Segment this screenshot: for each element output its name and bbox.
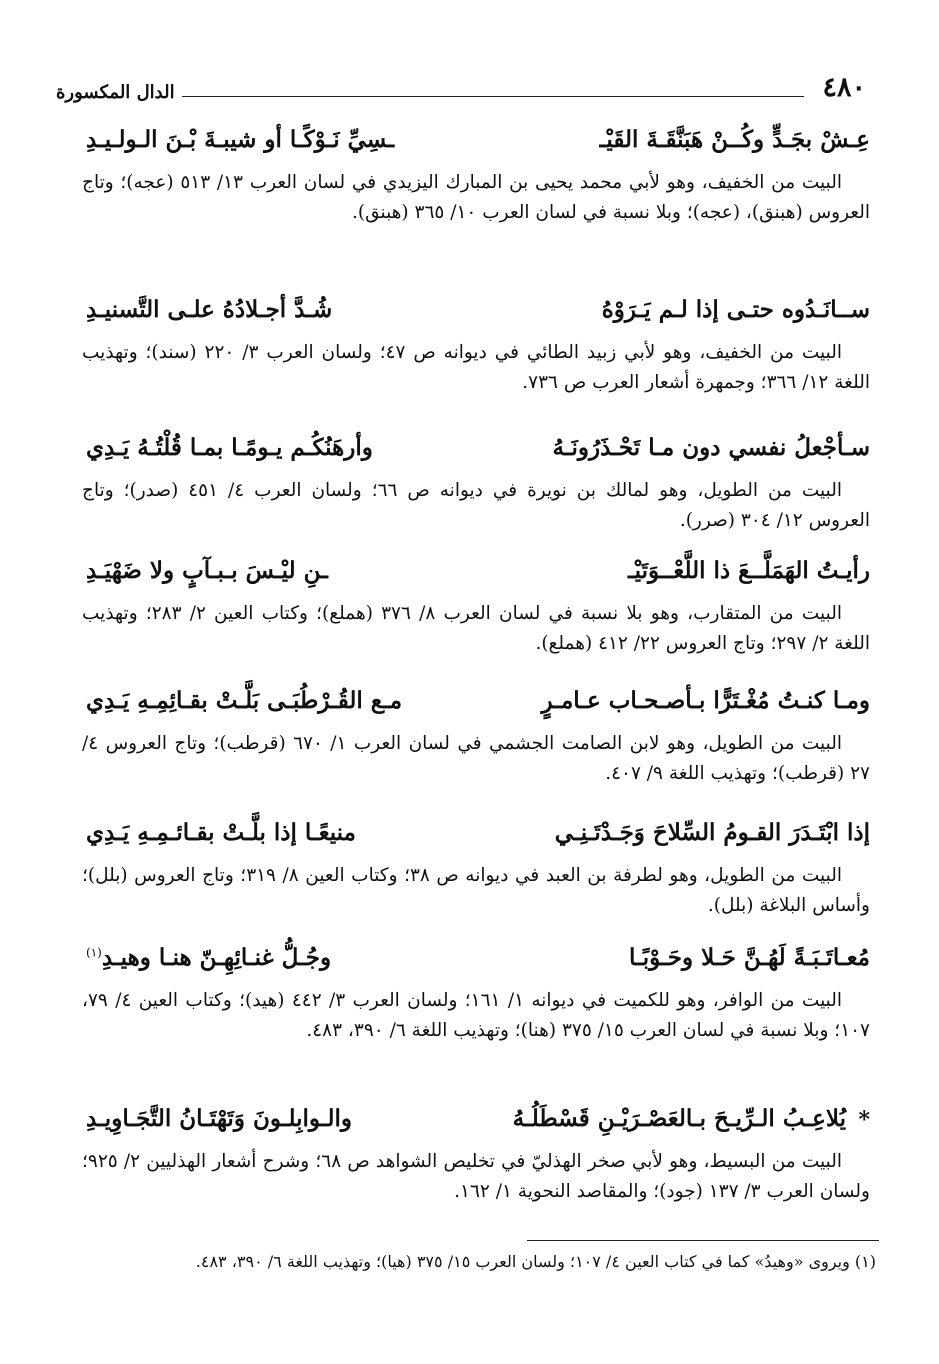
first-hemistich: ســانَـدُوه حتـى إذا لـم يَـرَوْهُ (601, 296, 870, 323)
first-hemistich: عِـشْ بجَـدٍّ وكُــنْ هَبَنَّقَـةَ القَيْـ (599, 126, 870, 153)
second-hemistich: وأرهَنُكُـم يـومًـا بمـا قُلْتُـهُ يَـدِي (86, 434, 373, 461)
verse-note: البيت من الطويل، وهو لمالك بن نويرة في ديوانه ص ٦٦؛ ولسان العرب ٤/ ٤٥١ (صدر)؛ وتاج العروس ١٢/ ٣٠٤ (صرر). (82, 480, 870, 531)
second-hemistich-text: وجُـلُّ غنـائِهِـنّ هنـا وهيـدِ (101, 944, 332, 971)
poem-entry (78, 940, 870, 1045)
verse-note: البيت من الخفيف، وهو لأبي محمد يحيى بن المبارك اليزيدي في لسان العرب ١٣/ ٥١٣ (عجه)؛ وتاج العروس (هبنق)، (عجه)؛ وبلا نسبة في لسان العرب ١٠/ ٣٦٥ (هبنق). (82, 172, 870, 223)
verse-line (78, 292, 870, 338)
first-hemistich: مُعـاتَـبَـةً لَهُـنَّ حَـلا وحَـوْبًـا (629, 944, 870, 971)
page-header (56, 72, 866, 112)
verse-line (78, 122, 870, 168)
verse-line (78, 430, 870, 476)
asterisk-icon: * (858, 1107, 870, 1133)
poem-entry (78, 553, 870, 658)
running-title: الدال المكسورة (56, 82, 175, 103)
poem-entry (78, 122, 870, 227)
verse-line (78, 1101, 870, 1147)
second-hemistich: مـع القُـرْطُبَـى بَلَّـتْ بقـائِمِـهِ يَـدِي (86, 687, 403, 714)
second-hemistich: ـسِيِّ نَـوْكًـا أو شيبـةَ بْـنَ الـولـيـدِ (86, 126, 395, 153)
verse-note: البيت من الطويل، وهو لطرفة بن العبد في ديوانه ص ٣٨؛ وكتاب العين ٨/ ٣١٩؛ وتاج العروس (بلل)؛ وأساس البلاغة (بلل). (82, 865, 870, 916)
page-number: ٤٨٠ (822, 72, 866, 103)
poem-entry (78, 683, 870, 788)
second-hemistich: والـوابِلـونَ وَتَهْتَـانُ التَّجَـاوِيـدِ (86, 1105, 352, 1132)
verse-line (78, 683, 870, 729)
second-hemistich: ـنِ ليْـسَ بـبـآبٍ ولا ضَهْيَـدِ (86, 557, 328, 584)
verse-note: البيت من الوافر، وهو للكميت في ديوانه ١/ ١٦١؛ ولسان العرب ٣/ ٤٤٢ (هيد)؛ وكتاب العين ٤/ ٧٩، ١٠٧؛ وبلا نسبة في لسان العرب ١٥/ ٣٧٥ (هنا)؛ وتهذيب اللغة ٦/ ٣٩٠، ٤٨٣. (82, 990, 870, 1041)
second-hemistich: منيعًـا إذا بلَّـتْ بقـائـمِـهِ يَـدِي (86, 819, 356, 846)
verse-line (78, 815, 870, 861)
poem-entry (78, 430, 870, 535)
footnote: (١) ويروى «وهيدُ» كما في كتاب العين ٤/ ١٠٧؛ ولسان العرب ١٥/ ٣٧٥ (هيا)؛ وتهذيب اللغة ٦/ ٣٩٠، ٤٨٣. (195, 1252, 876, 1271)
poem-entry (78, 815, 870, 920)
first-hemistich: ومـا كنـتُ مُغْـتَرًّا بـأصـحـاب عـامـرٍ (541, 687, 870, 714)
poem-entry (78, 1101, 870, 1206)
verse-note: البيت من الخفيف، وهو لأبي زبيد الطائي في ديوانه ص ٤٧؛ ولسان العرب ٣/ ٢٢٠ (سند)؛ وتهذيب اللغة ١٢/ ٣٦٦؛ وجمهرة أشعار العرب ص ٧٣٦. (82, 342, 870, 393)
first-hemistich: يُلاعِـبُ الـرِّيـحَ بـالعَصْـرَيْـنِ قَسْطَلُـهُ (512, 1105, 846, 1132)
poem-entry (78, 292, 870, 397)
footnote-marker[interactable]: (١) (86, 945, 102, 960)
verse-note: البيت من المتقارب، وهو بلا نسبة في لسان العرب ٨/ ٣٧٦ (هملع)؛ وكتاب العين ٢/ ٢٨٣؛ وتهذيب اللغة ٢/ ٢٩٧؛ وتاج العروس ٢٢/ ٤١٢ (هملع). (82, 603, 870, 654)
footnote-rule (527, 1240, 879, 1241)
first-hemistich: رأيـتُ الهَمَلَّــعَ ذا اللَّعْــوَتَيْـ (627, 557, 870, 584)
verse-note: البيت من البسيط، وهو لأبي صخر الهذليّ في تخليص الشواهد ص ٦٨؛ وشرح أشعار الهذليين ٢/ ٩٢٥؛ ولسان العرب ٣/ ١٣٧ (جود)؛ والمقاصد النحوية ١/ ١٦٢. (82, 1151, 870, 1202)
first-hemistich: إذا ابْتَـدَرَ القـومُ السِّلاحَ وَجَـدْتَـنِـي (554, 819, 870, 846)
verse-note: البيت من الطويل، وهو لابن الصامت الجشمي في لسان العرب ١/ ٦٧٠ (قرطب)؛ وتاج العروس ٤/ ٢٧ (قرطب)؛ وتهذيب اللغة ٩/ ٤٠٧. (82, 733, 870, 784)
first-hemistich: سـأجْعلُ نفسي دون مـا تَحْـذَرُونَـهُ (552, 434, 870, 461)
header-rule (182, 96, 804, 97)
verse-line (78, 553, 870, 599)
verse-line (78, 940, 870, 986)
second-hemistich (86, 944, 331, 971)
second-hemistich: شُـدَّ أجـلادُهُ علـى التَّسنيـدِ (86, 296, 333, 323)
